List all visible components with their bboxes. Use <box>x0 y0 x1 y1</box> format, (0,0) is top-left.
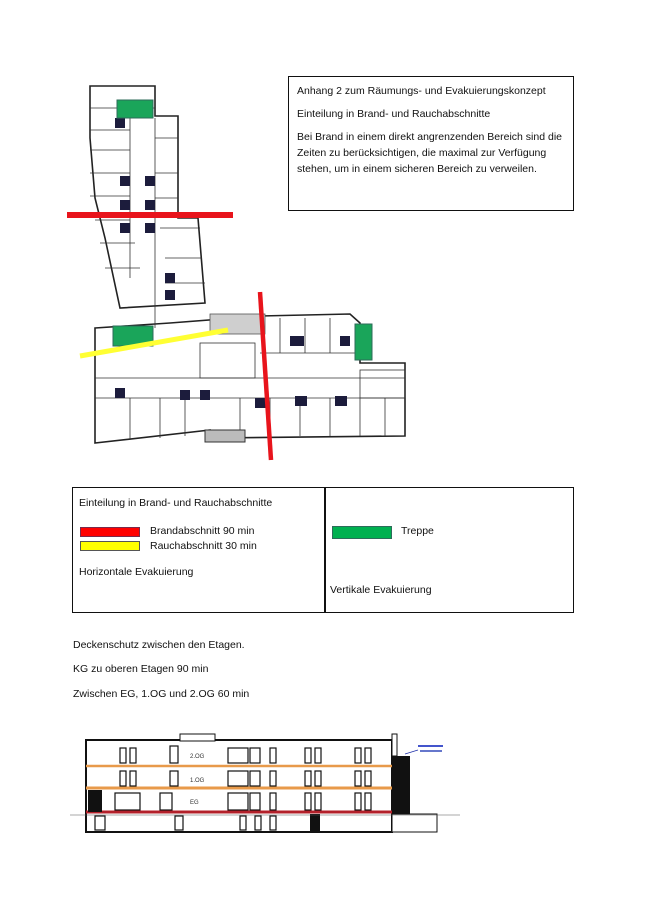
swatch-fire-section <box>80 527 140 537</box>
annotation-blue-mark <box>418 745 443 747</box>
balcony <box>205 430 245 442</box>
building-section <box>70 726 460 841</box>
roof-parapet <box>180 734 215 741</box>
floor-label-eg: EG <box>190 800 199 806</box>
ground-floor-block <box>310 814 320 832</box>
stairs-east <box>355 324 372 360</box>
info-box <box>288 76 574 211</box>
swatch-stairs <box>332 526 392 539</box>
swatch-smoke-section <box>80 541 140 551</box>
note-ceiling-protection: Deckenschutz zwischen den Etagen. <box>73 639 245 651</box>
annex-base <box>392 814 437 832</box>
horizontal-evacuation-label: Horizontale Evakuierung <box>79 566 194 578</box>
info-title: Anhang 2 zum Räumungs- und Evakuierungskonzept <box>297 85 546 97</box>
floor-label-2og: 2.OG <box>190 754 205 760</box>
note-floors: Zwischen EG, 1.OG und 2.OG 60 min <box>73 688 250 700</box>
legend-label-stairs: Treppe <box>401 525 434 537</box>
legend-divider <box>324 488 326 612</box>
annotation-leader <box>405 750 418 754</box>
note-basement: KG zu oberen Etagen 90 min <box>73 663 209 675</box>
stairs-north <box>117 100 153 118</box>
west-stair-block <box>88 790 102 812</box>
legend-label-smoke-section: Rauchabschnitt 30 min <box>150 540 257 552</box>
info-subtitle: Einteilung in Brand- und Rauchabschnitte <box>297 108 491 120</box>
floor-label-1og: 1.OG <box>190 778 205 784</box>
annex-chimney <box>392 734 397 756</box>
legend-heading: Einteilung in Brand- und Rauchabschnitte <box>79 497 273 509</box>
building-north-wing <box>90 86 205 308</box>
vertical-evacuation-label: Vertikale Evakuierung <box>330 584 432 596</box>
annotation-blue-mark-2 <box>420 750 442 752</box>
annex-tower <box>392 756 410 816</box>
legend-label-fire-section: Brandabschnitt 90 min <box>150 525 255 537</box>
legend-table <box>72 487 574 613</box>
info-body: Bei Brand in einem direkt angrenzenden Bereich sind die Zeiten zu berücksichtigen, die maximal zur Verfügung stehen, um in einem sicheren Bereich zu verweilen. <box>297 131 562 175</box>
